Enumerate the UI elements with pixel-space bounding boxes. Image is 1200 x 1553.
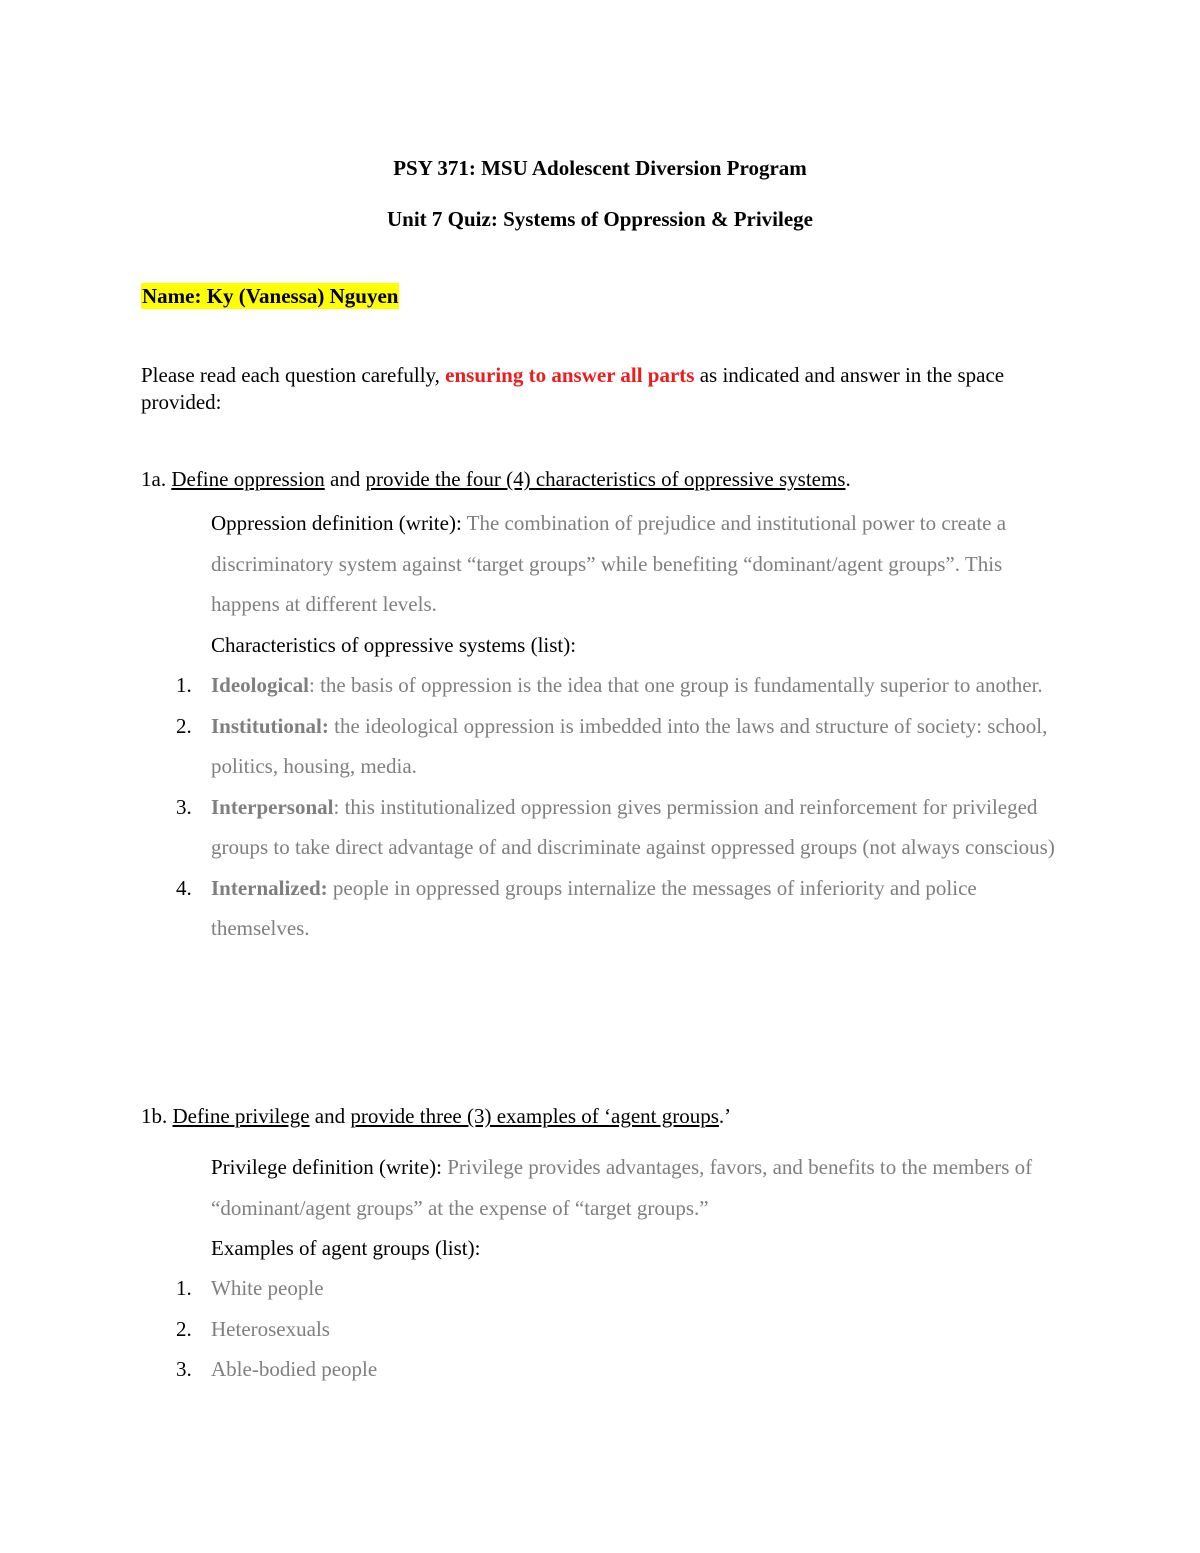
agent-groups-list: [141, 1268, 1061, 1390]
agent-group-text: Heterosexuals: [211, 1316, 330, 1341]
list-number: 2.: [176, 1316, 192, 1341]
characteristic-term: Institutional:: [211, 713, 329, 738]
question-1a-heading: [141, 466, 851, 492]
list-number: 2.: [176, 713, 192, 738]
instructions-emphasis: ensuring to answer all parts: [445, 363, 695, 387]
question-1a-prompt-define: Define oppression: [171, 467, 325, 491]
list-item: [141, 1268, 1061, 1309]
question-1a-prompt-provide: provide the four (4) characteristics of oppressive systems: [365, 467, 846, 491]
characteristics-list: [141, 665, 1061, 949]
question-1b-heading: [141, 1103, 731, 1129]
question-1b-end: .’: [718, 1104, 732, 1128]
list-item: [141, 1349, 1061, 1390]
question-1b-prompt-define: Define privilege: [172, 1104, 310, 1128]
question-1b-number: 1b.: [141, 1104, 173, 1128]
list-item: [141, 706, 1061, 787]
list-number: 1.: [176, 673, 192, 697]
oppression-definition-answer: The combination of prejudice and institutional power to create a discriminatory system against “target groups” while benefiting “dominant/agent groups”. This happens at different levels.: [211, 511, 1007, 616]
question-1a-connector: and: [324, 467, 366, 491]
characteristic-text: : this institutionalized oppression gives permission and reinforcement for privileged groups to take direct advantage of and discriminate against oppressed groups (not always conscious): [211, 794, 1055, 859]
question-1b-connector: and: [309, 1104, 351, 1128]
quiz-title: Unit 7 Quiz: Systems of Oppression & Privilege: [386, 207, 813, 231]
student-name-highlight: Name: Ky (Vanessa) Nguyen: [142, 284, 399, 308]
privilege-definition-label: Privilege definition (write):: [211, 1155, 448, 1179]
oppression-definition: [211, 503, 1061, 625]
list-item: [141, 665, 1061, 706]
list-number: 3.: [176, 1357, 192, 1381]
agent-group-text: Able-bodied people: [211, 1357, 378, 1381]
question-1a-end: .: [845, 467, 851, 491]
characteristic-text: the ideological oppression is imbedded into the laws and structure of society: school, politics, housing, media.: [211, 713, 1048, 778]
list-number: 4.: [176, 875, 192, 900]
list-item: [141, 1309, 1061, 1350]
characteristic-text: : the basis of oppression is the idea that one group is fundamentally superior to another.: [309, 673, 1043, 697]
privilege-definition-answer: Privilege provides advantages, favors, and benefits to the members of “dominant/agent groups” at the expense of “target groups.”: [211, 1155, 1033, 1220]
characteristic-term: Internalized:: [211, 875, 328, 900]
question-1b-prompt-provide: provide three (3) examples of ‘agent groups: [350, 1104, 719, 1128]
list-item: [141, 868, 1061, 949]
agent-groups-label: Examples of agent groups (list):: [211, 1236, 481, 1260]
instructions-prefix: Please read each question carefully,: [141, 363, 446, 387]
characteristic-term: Ideological: [211, 673, 309, 697]
question-1a-number: 1a.: [141, 467, 172, 491]
instructions-suffix: as indicated and answer in the space provided:: [141, 363, 1005, 414]
list-number: 3.: [176, 794, 192, 819]
characteristics-label: Characteristics of oppressive systems (list):: [211, 633, 577, 657]
list-item: [141, 787, 1061, 868]
agent-group-text: White people: [211, 1276, 324, 1300]
privilege-definition: [211, 1147, 1061, 1228]
list-number: 1.: [176, 1276, 192, 1300]
instructions: [141, 362, 1061, 416]
characteristic-text: people in oppressed groups internalize the messages of inferiority and police themselves.: [211, 875, 977, 940]
oppression-definition-label: Oppression definition (write):: [211, 511, 467, 535]
characteristic-term: Interpersonal: [211, 794, 334, 819]
course-title: PSY 371: MSU Adolescent Diversion Program: [393, 156, 807, 180]
